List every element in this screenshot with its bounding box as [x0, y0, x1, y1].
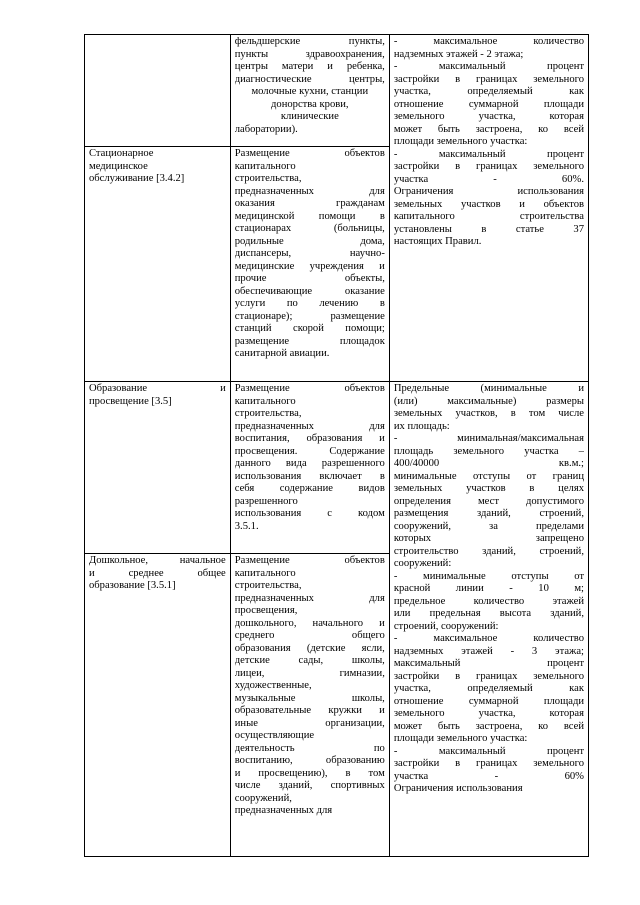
text-line: 400/40000 кв.м.; — [393, 458, 584, 469]
text-line: Предельные (минимальные и — [393, 383, 584, 394]
text-line: лицеи, гимназии, — [234, 667, 385, 679]
text-line: может быть застроена, ко всей — [393, 123, 584, 135]
zoning-table — [84, 34, 589, 857]
text-line: предназначенных для — [234, 805, 333, 816]
text-line: - минимальная/максимальная — [393, 433, 584, 444]
text-line: надземных этажей - 3 этажа; — [393, 645, 584, 657]
text-line: данного вида разрешенного — [234, 458, 385, 469]
text-line: строений, сооружений: — [393, 620, 499, 632]
text-line: лаборатории). — [234, 123, 298, 135]
text-line: установлены в статье 37 — [393, 223, 584, 235]
text-line: - максимальный процент — [393, 745, 584, 757]
text-line: площади земельного участка: — [393, 733, 528, 744]
text-line: строительство зданий, строений, — [393, 545, 584, 557]
text-line: предназначенных для — [234, 592, 385, 604]
text-line: Размещение объектов — [234, 555, 385, 566]
text-line: - максимальный процент — [393, 148, 584, 160]
text-line: застройки в границах земельного — [393, 73, 584, 85]
text-line: медицинское — [89, 160, 148, 172]
text-line: обеспечивающие оказание — [234, 285, 385, 297]
text-line: капитального — [234, 395, 296, 407]
text-line: отношение суммарной площади — [393, 98, 584, 110]
text-line: Ограничения использования — [393, 186, 584, 197]
text-line: размещения зданий, строений, — [393, 508, 584, 519]
text-line: участка, определяемый как — [393, 683, 584, 694]
text-line: иные организации, — [234, 717, 385, 729]
text-line: строительства, — [234, 408, 302, 419]
text-line: сооружений, — [234, 792, 292, 804]
text-line: минимальные отступы от границ — [393, 470, 584, 482]
text-line: использования включает в — [234, 470, 385, 482]
text-line: фельдшерские пункты, — [234, 36, 385, 47]
text-line: земельного участка, которая — [393, 708, 584, 719]
table-row — [85, 35, 589, 147]
text-line: художественные, — [234, 680, 312, 691]
text-line: Дошкольное, начальное — [89, 555, 226, 566]
text-line: воспитанию, образованию — [234, 755, 385, 766]
text-line: земельных участков в целях — [393, 483, 584, 494]
text-line: 3.5.1. — [234, 520, 259, 532]
text-line: площади земельного участка: — [393, 136, 528, 147]
text-line: среднего общего — [234, 630, 385, 641]
text-line: участка, определяемый как — [393, 86, 584, 97]
text-line: медицинские учреждения и — [234, 260, 385, 272]
text-line: или предельная высота зданий, — [393, 608, 584, 619]
text-line: образование [3.5.1] — [89, 580, 176, 591]
table-row — [85, 382, 589, 554]
text-line: может быть застроена, ко всей — [393, 720, 584, 732]
text-line: - максимальное количество — [393, 633, 584, 644]
text-line: предназначенных для — [234, 185, 385, 197]
description-cell — [230, 554, 389, 857]
use-type-cell — [85, 35, 231, 147]
text-line: застройки в границах земельного — [393, 670, 584, 682]
text-line: центры матери и ребенка, — [234, 61, 385, 72]
text-line: настоящих Правил. — [393, 236, 482, 247]
text-line: строительства, — [234, 173, 302, 184]
text-line: медицинской помощи в — [234, 210, 385, 222]
text-line: осуществляющие — [234, 730, 315, 741]
text-line: клинические — [280, 111, 339, 122]
text-line: обслуживание [3.4.2] — [89, 173, 185, 184]
text-line: земельного участка, которая — [393, 111, 584, 122]
text-line: детские сады, школы, — [234, 655, 385, 666]
text-line: сооружений: — [393, 558, 452, 569]
text-line: участка - 60% — [393, 770, 584, 782]
text-line: предназначенных для — [234, 420, 385, 432]
text-line: станций скорой помощи; — [234, 323, 385, 334]
text-line: образовательные кружки и — [234, 705, 385, 716]
text-line: стационарах (больницы, — [234, 223, 385, 234]
text-line: санитарной авиации. — [234, 348, 330, 359]
use-type-cell — [85, 554, 231, 857]
text-line: образования (детские ясли, — [234, 642, 385, 654]
text-line: просвещения, — [234, 605, 298, 616]
text-line: застройки в границах земельного — [393, 758, 584, 769]
text-line: Размещение объектов — [234, 148, 385, 159]
text-line: услуги по лечению в — [234, 298, 385, 309]
text-line: числе зданий, спортивных — [234, 780, 385, 791]
description-cell — [230, 382, 389, 554]
text-line: отношение суммарной площади — [393, 695, 584, 707]
text-line: дошкольного, начального и — [234, 617, 385, 629]
text-line: капитального — [234, 160, 296, 172]
text-line: просвещения. Содержание — [234, 445, 385, 457]
description-cell — [230, 35, 389, 147]
text-line: использования с кодом — [234, 508, 385, 519]
text-line: - максимальный процент — [393, 61, 584, 72]
text-line: размещение площадок — [234, 335, 385, 347]
text-line: (или) максимальные) размеры — [393, 395, 584, 407]
text-line: - максимальное количество — [393, 36, 584, 47]
text-line: красной линии - 10 м; — [393, 583, 584, 594]
text-line: диагностические центры, — [234, 73, 385, 85]
description-cell — [230, 147, 389, 382]
text-line: Стационарное — [89, 148, 154, 159]
text-line: участка - 60%. — [393, 173, 584, 185]
text-line: надземных этажей - 2 этажа; — [393, 48, 524, 60]
text-line: предельное количество этажей — [393, 595, 584, 607]
text-line: строительства, — [234, 580, 302, 591]
text-line: воспитания, образования и — [234, 433, 385, 444]
text-line: оказания гражданам — [234, 198, 385, 209]
text-line: максимальный процент — [393, 658, 584, 669]
text-line: молочные кухни, станции — [251, 86, 369, 97]
text-line: разрешенного — [234, 495, 298, 507]
parameters-cell — [389, 35, 588, 382]
text-line: стационаре); размещение — [234, 310, 385, 322]
use-type-cell — [85, 147, 231, 382]
text-line: их площадь: — [393, 420, 450, 432]
text-line: пункты здравоохранения, — [234, 48, 385, 60]
text-line: Размещение объектов — [234, 383, 385, 394]
text-line: которых запрещено — [393, 533, 584, 544]
text-line: сооружений, за пределами — [393, 520, 584, 532]
parameters-cell — [389, 382, 588, 857]
text-line: - минимальные отступы от — [393, 570, 584, 582]
text-line: донорства крови, — [271, 98, 349, 110]
text-line: капитального строительства — [393, 211, 584, 222]
text-line: родильные дома, — [234, 235, 385, 247]
text-line: земельных участков и объектов — [393, 198, 584, 210]
text-line: и просвещению), в том — [234, 767, 385, 779]
text-line: себя содержание видов — [234, 483, 385, 494]
text-line: капитального — [234, 567, 296, 579]
text-line: деятельность по — [234, 742, 385, 754]
text-line: Образование и — [89, 383, 226, 394]
text-line: застройки в границах земельного — [393, 161, 584, 172]
text-line: земельных участков, в том числе — [393, 408, 584, 419]
text-line: просвещение [3.5] — [89, 395, 172, 407]
use-type-cell — [85, 382, 231, 554]
text-line: площадь земельного участка – — [393, 445, 584, 457]
text-line: диспансеры, научно- — [234, 248, 385, 259]
text-line: прочие объекты, — [234, 273, 385, 284]
text-line: определения мест допустимого — [393, 495, 584, 507]
text-line: Ограничения использования — [393, 783, 523, 794]
text-line: и среднее общее — [89, 567, 226, 579]
text-line: музыкальные школы, — [234, 692, 385, 704]
